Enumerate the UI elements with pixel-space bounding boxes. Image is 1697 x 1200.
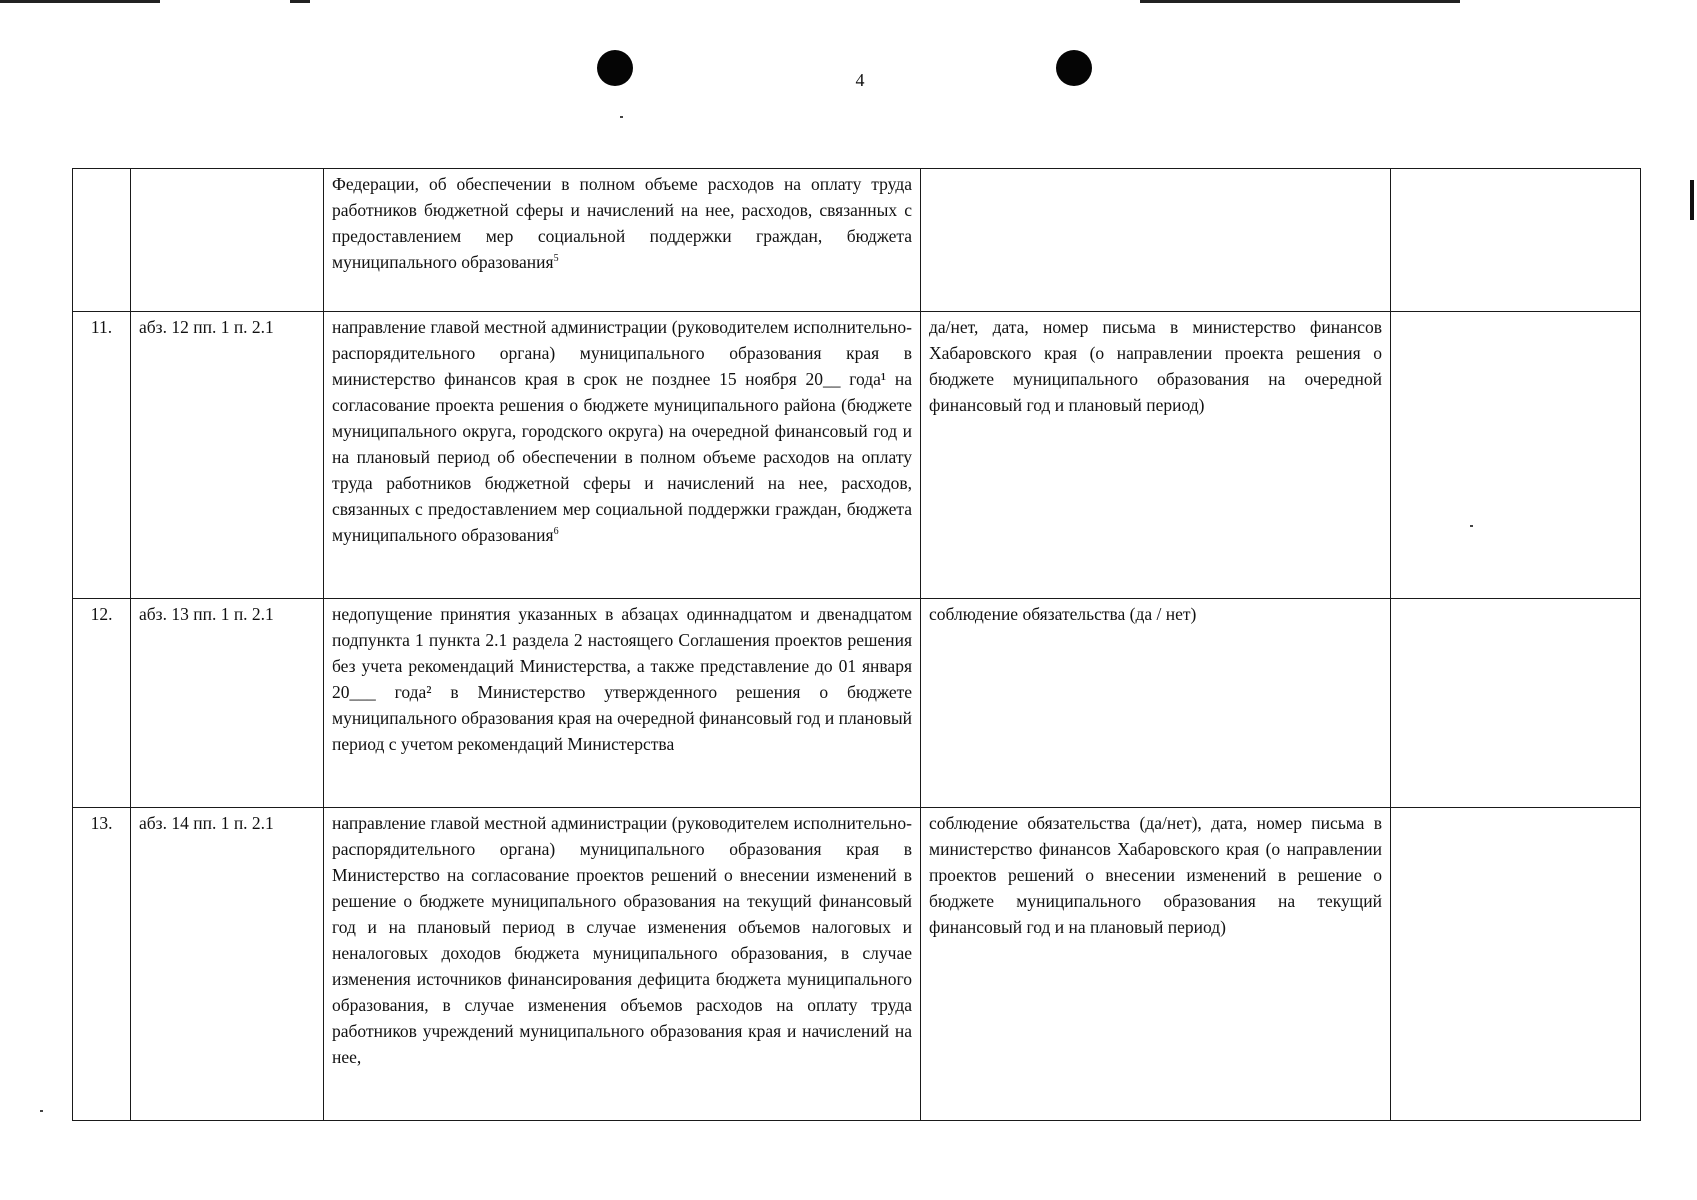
row-number: 13. [73, 808, 131, 1121]
table-row [73, 312, 1641, 599]
row-number [73, 169, 131, 312]
row-indicator: да/нет, дата, номер письма в министерство финансов Хабаровского края (о направлении проекта решения о бюджете муниципального образования на очередной финансовый год и плановый период) [921, 312, 1391, 599]
row-reference: абз. 12 пп. 1 п. 2.1 [131, 312, 324, 599]
scan-edge-mark [1140, 0, 1460, 3]
scan-edge-mark [290, 0, 310, 3]
scan-speck [620, 116, 623, 118]
row-indicator: соблюдение обязательства (да / нет) [921, 599, 1391, 808]
punch-hole-left [597, 50, 633, 86]
table-row [73, 599, 1641, 808]
page-number: 4 [855, 70, 865, 90]
row-indicator: соблюдение обязательства (да/нет), дата, номер письма в министерство финансов Хабаровского края (о направлении проектов решений о внесении изменений в решение о бюджете муниципального образования на текущий финансовый год и на плановый период) [921, 808, 1391, 1121]
row-description-text: недопущение принятия указанных в абзацах одиннадцатом и двенадцатом подпункта 1 пункта 2.1 раздела 2 настоящего Соглашения проектов решения без учета рекомендаций Министерства, а также представление до 01 января 20___ года² в Министерство утвержденного решения о бюджете муниципального образования края на очередной финансовый год и плановый период с учетом рекомендаций Министерства [332, 604, 912, 754]
obligations-table [72, 168, 1641, 1121]
scan-speck [40, 1110, 43, 1112]
row-number: 11. [73, 312, 131, 599]
punch-hole-right [1056, 50, 1092, 86]
scan-edge-mark [0, 0, 160, 3]
table-row [73, 169, 1641, 312]
row-reference: абз. 13 пп. 1 п. 2.1 [131, 599, 324, 808]
row-note [1391, 169, 1641, 312]
footnote-mark: 6 [553, 526, 559, 538]
footnote-mark: 5 [553, 253, 559, 265]
row-description-text: Федерации, об обеспечении в полном объеме расходов на оплату труда работников бюджетной сферы и начислений на нее, расходов, связанных с предоставлением мер социальной поддержки граждан, бюджета муниципального образования [332, 174, 912, 272]
row-description [324, 312, 921, 599]
row-description [324, 599, 921, 808]
row-description-text: направление главой местной администрации (руководителем исполнительно-распорядительного органа) муниципального образования края в министерство финансов края в срок не позднее 15 ноября 20__ года¹ на согласование проекта решения о бюджете муниципального района (бюджете муниципального округа, городского округа) на очередной финансовый год и на плановый период об обеспечении в полном объеме расходов на оплату труда работников бюджетной сферы и начислений на нее, расходов, связанных с предоставлением мер социальной поддержки граждан, бюджета муниципального образования [332, 317, 912, 545]
scan-edge-mark [1690, 180, 1694, 220]
row-reference: абз. 14 пп. 1 п. 2.1 [131, 808, 324, 1121]
row-indicator [921, 169, 1391, 312]
row-note [1391, 808, 1641, 1121]
row-note [1391, 599, 1641, 808]
row-description-text: направление главой местной администрации (руководителем исполнительно-распорядительного органа) муниципального образования края в Министерство на согласование проектов решений о внесении изменений в решение о бюджете муниципального образования на текущий финансовый год и на плановый период в случае изменения объемов налоговых и неналоговых доходов бюджета муниципального образования, в случае изменения источников финансирования дефицита бюджета муниципального образования, в случае изменения объемов расходов на оплату труда работников учреждений муниципального образования края и начислений на нее, [332, 813, 912, 1067]
row-note [1391, 312, 1641, 599]
row-number: 12. [73, 599, 131, 808]
row-description [324, 808, 921, 1121]
scan-top-edge [0, 0, 1697, 6]
row-description [324, 169, 921, 312]
row-reference [131, 169, 324, 312]
table-row [73, 808, 1641, 1121]
